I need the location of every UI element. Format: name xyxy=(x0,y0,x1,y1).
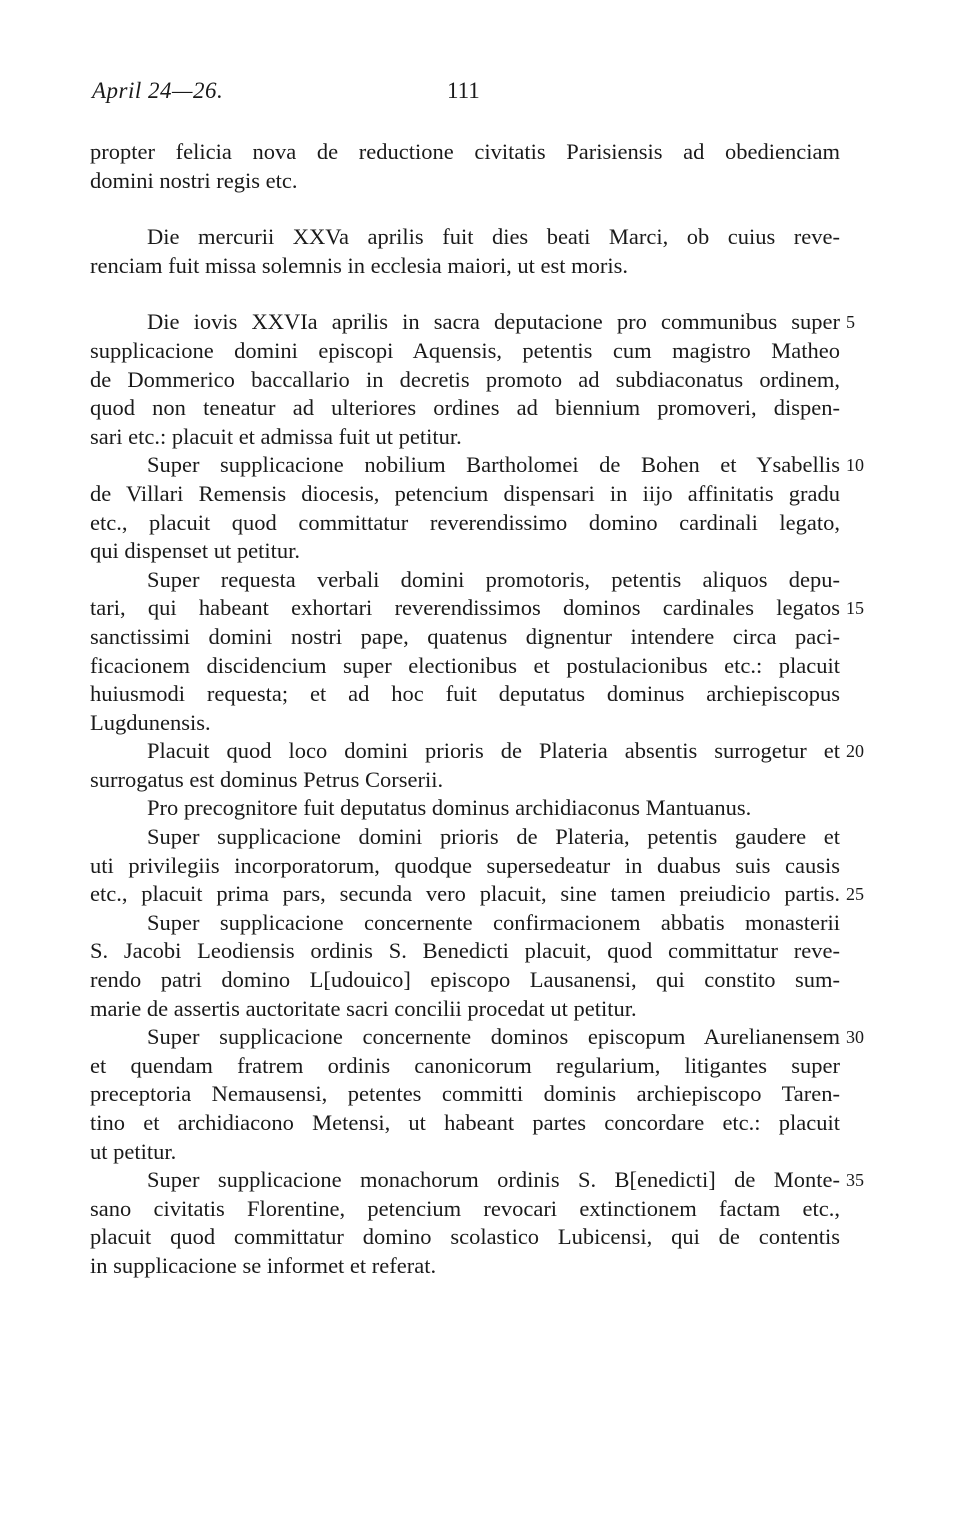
text-line xyxy=(90,1252,840,1281)
text-line xyxy=(90,623,840,652)
line-text: Lugdunensis. xyxy=(90,709,211,735)
line-text: marie de assertis auctoritate sacri concilii procedat ut petitur. xyxy=(90,995,637,1021)
line-number: 30 xyxy=(846,1027,864,1048)
line-text: supplicacione domini episcopi Aquensis, petentis cum magistro Matheo xyxy=(90,337,840,363)
line-text: Super supplicacione domini prioris de Plateria, petentis gaudere et xyxy=(147,824,840,850)
text-line xyxy=(90,423,840,452)
line-text: tari, qui habeant exhortari reverendissimos dominos cardinales legatos xyxy=(90,595,840,621)
text-line xyxy=(90,709,840,738)
line-number: 5 xyxy=(846,312,855,333)
text-line xyxy=(90,337,840,366)
line-text: Die mercurii XXVa aprilis fuit dies beati Marci, ob cuius reve- xyxy=(147,224,840,250)
text-line xyxy=(90,1195,840,1224)
text-line xyxy=(90,394,840,423)
text-line xyxy=(90,451,864,480)
text-line xyxy=(90,1052,840,1081)
text-line xyxy=(90,566,840,595)
line-text: domini nostri regis etc. xyxy=(90,167,298,193)
line-text: propter felicia nova de reductione civitatis Parisiensis ad obedienciam xyxy=(90,139,840,164)
text-line xyxy=(90,138,840,167)
line-text: etc., placuit quod committatur reverendissimo domino cardinali legato, xyxy=(90,509,840,535)
text-line xyxy=(90,823,840,852)
line-text: huiusmodi requesta; et ad hoc fuit deputatus dominus archiepiscopus xyxy=(90,681,840,707)
line-text: Placuit quod loco domini prioris de Plateria absentis surrogetur et xyxy=(147,738,840,764)
text-line xyxy=(90,594,864,623)
line-text: qui dispenset ut petitur. xyxy=(90,538,300,564)
line-text: Pro precognitore fuit deputatus dominus archidiaconus Mantuanus. xyxy=(147,795,752,821)
text-line xyxy=(90,1138,840,1167)
text-line xyxy=(90,794,840,823)
text-line xyxy=(90,680,840,709)
line-text: de Dommerico baccallario in decretis promoto ad subdiaconatus ordinem, xyxy=(90,366,840,392)
line-number: 10 xyxy=(846,455,864,476)
line-text: S. Jacobi Leodiensis ordinis S. Benedicti placuit, quod committatur reve- xyxy=(90,938,840,964)
text-line xyxy=(90,480,840,509)
paragraph xyxy=(90,308,864,1280)
text-line xyxy=(90,995,840,1024)
body-text xyxy=(90,138,864,1281)
line-text: de Villari Remensis diocesis, petencium dispensari in iijo affinitatis gradu xyxy=(90,480,840,506)
paragraph-gap xyxy=(90,195,840,223)
text-line xyxy=(90,308,855,337)
line-text: renciam fuit missa solemnis in ecclesia maiori, ut est moris. xyxy=(90,252,629,278)
line-text: preceptoria Nemausensi, petentes committi dominis archiepiscopo Taren- xyxy=(90,1081,840,1107)
line-number: 15 xyxy=(846,598,864,619)
line-text: placuit quod committatur domino scolastico Lubicensi, qui de contentis xyxy=(90,1224,840,1250)
text-line xyxy=(90,1223,840,1252)
line-text: Super supplicacione concernente dominos episcopum Aurelianensem xyxy=(147,1024,840,1050)
line-text: Super supplicacione nobilium Bartholomei de Bohen et Ysabellis xyxy=(147,452,840,478)
text-line xyxy=(90,766,840,795)
line-text: in supplicacione se informet et referat. xyxy=(90,1252,437,1278)
line-text: sano civitatis Florentine, petencium revocari extinctionem factam etc., xyxy=(90,1195,840,1221)
line-number: 20 xyxy=(846,741,864,762)
line-number: 25 xyxy=(846,884,864,905)
line-text: ut petitur. xyxy=(90,1138,177,1164)
line-text: tino et archidiacono Metensi, ut habeant partes concordare etc.: placuit xyxy=(90,1110,840,1135)
text-line xyxy=(90,737,864,766)
line-text: quod non teneatur ad ulteriores ordines ad biennium promoveri, dispen- xyxy=(90,395,840,421)
text-line xyxy=(90,1080,840,1109)
paragraph xyxy=(90,138,840,195)
text-line xyxy=(90,852,840,881)
line-text: ficacionem discidencium super electionibus et postulacionibus etc.: placuit xyxy=(90,652,840,678)
text-line xyxy=(90,909,840,938)
text-line xyxy=(90,252,840,281)
text-line xyxy=(90,537,840,566)
text-line xyxy=(90,366,840,395)
line-text: Super supplicacione concernente confirmacionem abbatis monasterii xyxy=(147,909,840,935)
line-text: surrogatus est dominus Petrus Corserii. xyxy=(90,766,444,792)
page-header xyxy=(92,78,840,110)
page-number: 111 xyxy=(447,78,480,103)
running-head: April 24—26. xyxy=(92,78,224,103)
line-text: sari etc.: placuit et admissa fuit ut petitur. xyxy=(90,423,462,449)
text-line xyxy=(90,167,840,196)
paragraph-gap xyxy=(90,280,840,308)
text-line xyxy=(90,880,864,909)
text-line xyxy=(90,966,840,995)
line-text: sanctissimi domini nostri pape, quatenus dignentur intendere circa paci- xyxy=(90,623,840,649)
text-line xyxy=(90,223,840,252)
line-text: uti privilegiis incorporatorum, quodque supersedeatur in duabus suis causis xyxy=(90,852,840,878)
text-line xyxy=(90,1023,864,1052)
line-text: et quendam fratrem ordinis canonicorum regularium, litigantes super xyxy=(90,1052,840,1078)
line-text: Super supplicacione monachorum ordinis S. B[enedicti] de Monte- xyxy=(147,1167,840,1193)
paragraph xyxy=(90,223,840,280)
line-number: 35 xyxy=(846,1170,864,1191)
line-text: Die iovis XXVIa aprilis in sacra deputacione pro communibus super xyxy=(147,309,840,335)
text-line xyxy=(90,1109,840,1138)
text-line xyxy=(90,937,840,966)
text-line xyxy=(90,1166,864,1195)
line-text: rendo patri domino L[udouico] episcopo Lausanensi, qui constito sum- xyxy=(90,967,840,993)
text-line xyxy=(90,652,840,681)
line-text: etc., placuit prima pars, secunda vero placuit, sine tamen preiudicio partis. xyxy=(90,881,840,907)
line-text: Super requesta verbali domini promotoris, petentis aliquos depu- xyxy=(147,566,840,592)
text-line xyxy=(90,509,840,538)
